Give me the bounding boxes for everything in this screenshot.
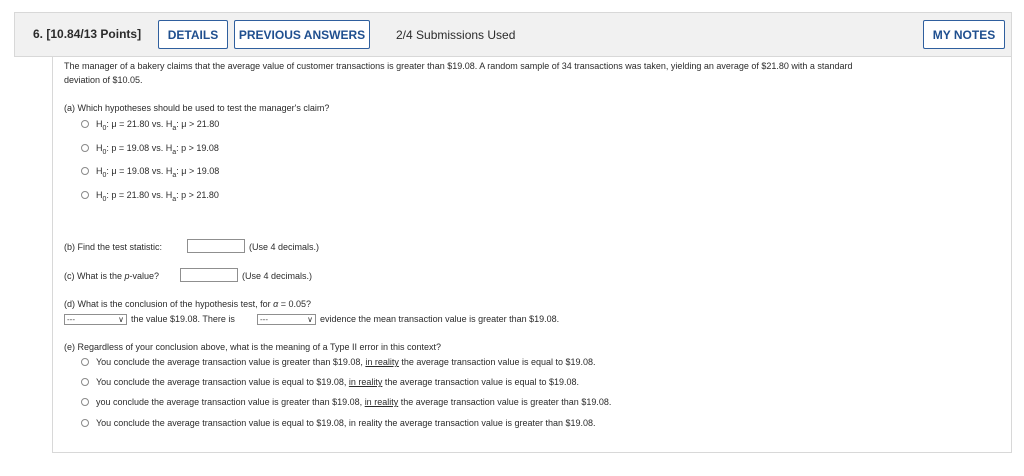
question-number xyxy=(33,27,141,41)
option-text-pre: You conclude the average transaction value is equal to $19.08, xyxy=(96,377,349,387)
h0-sub: 0 xyxy=(102,124,107,132)
option-text-post: the average transaction value is greater than $19.08. xyxy=(398,397,612,407)
question-header xyxy=(14,12,1012,57)
part-a-option-1-radio[interactable] xyxy=(81,120,89,128)
ha-sub: a xyxy=(172,171,177,179)
part-c-prompt-pre: (c) What is the xyxy=(64,271,125,281)
part-e-option-2-radio[interactable] xyxy=(81,378,89,386)
part-e-option-3 xyxy=(96,397,611,407)
option-text-underlined: in reality xyxy=(365,357,399,367)
part-c-hint: (Use 4 decimals.) xyxy=(242,271,313,281)
part-a-option-3 xyxy=(96,166,219,179)
part-e-option-1 xyxy=(96,357,596,367)
previous-answers-button[interactable]: PREVIOUS ANSWERS xyxy=(234,20,370,49)
h0-text: : μ = 19.08 vs. H xyxy=(106,166,173,176)
h0-text: : p = 21.80 vs. H xyxy=(106,190,173,200)
problem-line-2: deviation of $10.05. xyxy=(64,75,143,85)
part-a-option-2-radio[interactable] xyxy=(81,144,89,152)
part-c-prompt xyxy=(64,271,159,281)
question-body xyxy=(52,57,1012,453)
part-a-option-4 xyxy=(96,190,219,203)
part-a-option-3-radio[interactable] xyxy=(81,167,89,175)
ha-text: : p > 21.80 xyxy=(176,190,219,200)
h0-sub: 0 xyxy=(102,148,107,156)
part-e-option-1-radio[interactable] xyxy=(81,358,89,366)
part-e-option-4 xyxy=(96,418,596,428)
conclusion-select-2[interactable] xyxy=(257,314,316,325)
option-text-underlined: in reality xyxy=(348,377,383,387)
problem-line-1: The manager of a bakery claims that the average value of customer transactions is greater than $19.08. A random sample of 34 transactions was taken, yielding an average of $21.80 with a standard xyxy=(64,61,853,71)
conclusion-select-1[interactable] xyxy=(64,314,127,325)
option-text-pre: You conclude the average transaction value is equal to $19.08, in reality the average transaction value is greater than $19.08. xyxy=(96,418,596,428)
h0-symbol: H xyxy=(96,190,103,200)
part-e-option-3-radio[interactable] xyxy=(81,398,89,406)
ha-sub: a xyxy=(172,195,177,203)
part-b-hint: (Use 4 decimals.) xyxy=(249,242,320,252)
part-a-option-2 xyxy=(96,143,219,156)
part-e-option-4-radio[interactable] xyxy=(81,419,89,427)
part-b-prompt: (b) Find the test statistic: xyxy=(64,242,163,252)
ha-text: : p > 19.08 xyxy=(176,143,219,153)
part-c-prompt-p: p xyxy=(124,271,130,281)
alpha-symbol: α xyxy=(273,299,279,309)
option-text-underlined: in reality xyxy=(364,397,399,407)
select-2-value: --- xyxy=(260,315,268,324)
chevron-down-icon: ∨ xyxy=(118,315,124,324)
part-d-prompt-post: = 0.05? xyxy=(278,299,312,309)
h0-symbol: H xyxy=(96,166,103,176)
part-d-prompt xyxy=(64,299,311,309)
ha-sub: a xyxy=(172,124,177,132)
h0-symbol: H xyxy=(96,119,103,129)
part-e-option-2 xyxy=(96,377,579,387)
part-a-prompt: (a) Which hypotheses should be used to test the manager's claim? xyxy=(64,103,330,113)
part-d-prompt-pre: (d) What is the conclusion of the hypothesis test, for xyxy=(64,299,274,309)
test-statistic-input[interactable] xyxy=(187,239,245,253)
ha-text: : μ > 19.08 xyxy=(176,166,220,176)
h0-text: : μ = 21.80 vs. H xyxy=(106,119,173,129)
my-notes-button[interactable]: MY NOTES xyxy=(923,20,1005,49)
h0-symbol: H xyxy=(96,143,103,153)
part-e-prompt: (e) Regardless of your conclusion above, what is the meaning of a Type II error in this context? xyxy=(64,342,442,352)
option-text-post: the average transaction value is equal to $19.08. xyxy=(398,357,596,367)
h0-text: : p = 19.08 vs. H xyxy=(106,143,173,153)
part-a-option-1 xyxy=(96,119,219,132)
part-c-prompt-post: -value? xyxy=(129,271,160,281)
part-a-option-4-radio[interactable] xyxy=(81,191,89,199)
h0-sub: 0 xyxy=(102,195,107,203)
question-points: [10.84/13 Points] xyxy=(46,27,142,41)
ha-text: : μ > 21.80 xyxy=(176,119,220,129)
question-number-text: 6. xyxy=(33,27,44,41)
submissions-used: 2/4 Submissions Used xyxy=(396,28,516,42)
part-d-text-end: evidence the mean transaction value is greater than $19.08. xyxy=(320,314,560,324)
option-text-pre: you conclude the average transaction value is greater than $19.08, xyxy=(96,397,365,407)
h0-sub: 0 xyxy=(102,171,107,179)
option-text-pre: You conclude the average transaction value is greater than $19.08, xyxy=(96,357,366,367)
ha-sub: a xyxy=(172,148,177,156)
part-d-text-mid: the value $19.08. There is xyxy=(131,314,235,324)
select-1-value: --- xyxy=(67,315,75,324)
chevron-down-icon: ∨ xyxy=(307,315,313,324)
details-button[interactable]: DETAILS xyxy=(158,20,228,49)
option-text-post: the average transaction value is equal to $19.08. xyxy=(382,377,580,387)
p-value-input[interactable] xyxy=(180,268,238,282)
